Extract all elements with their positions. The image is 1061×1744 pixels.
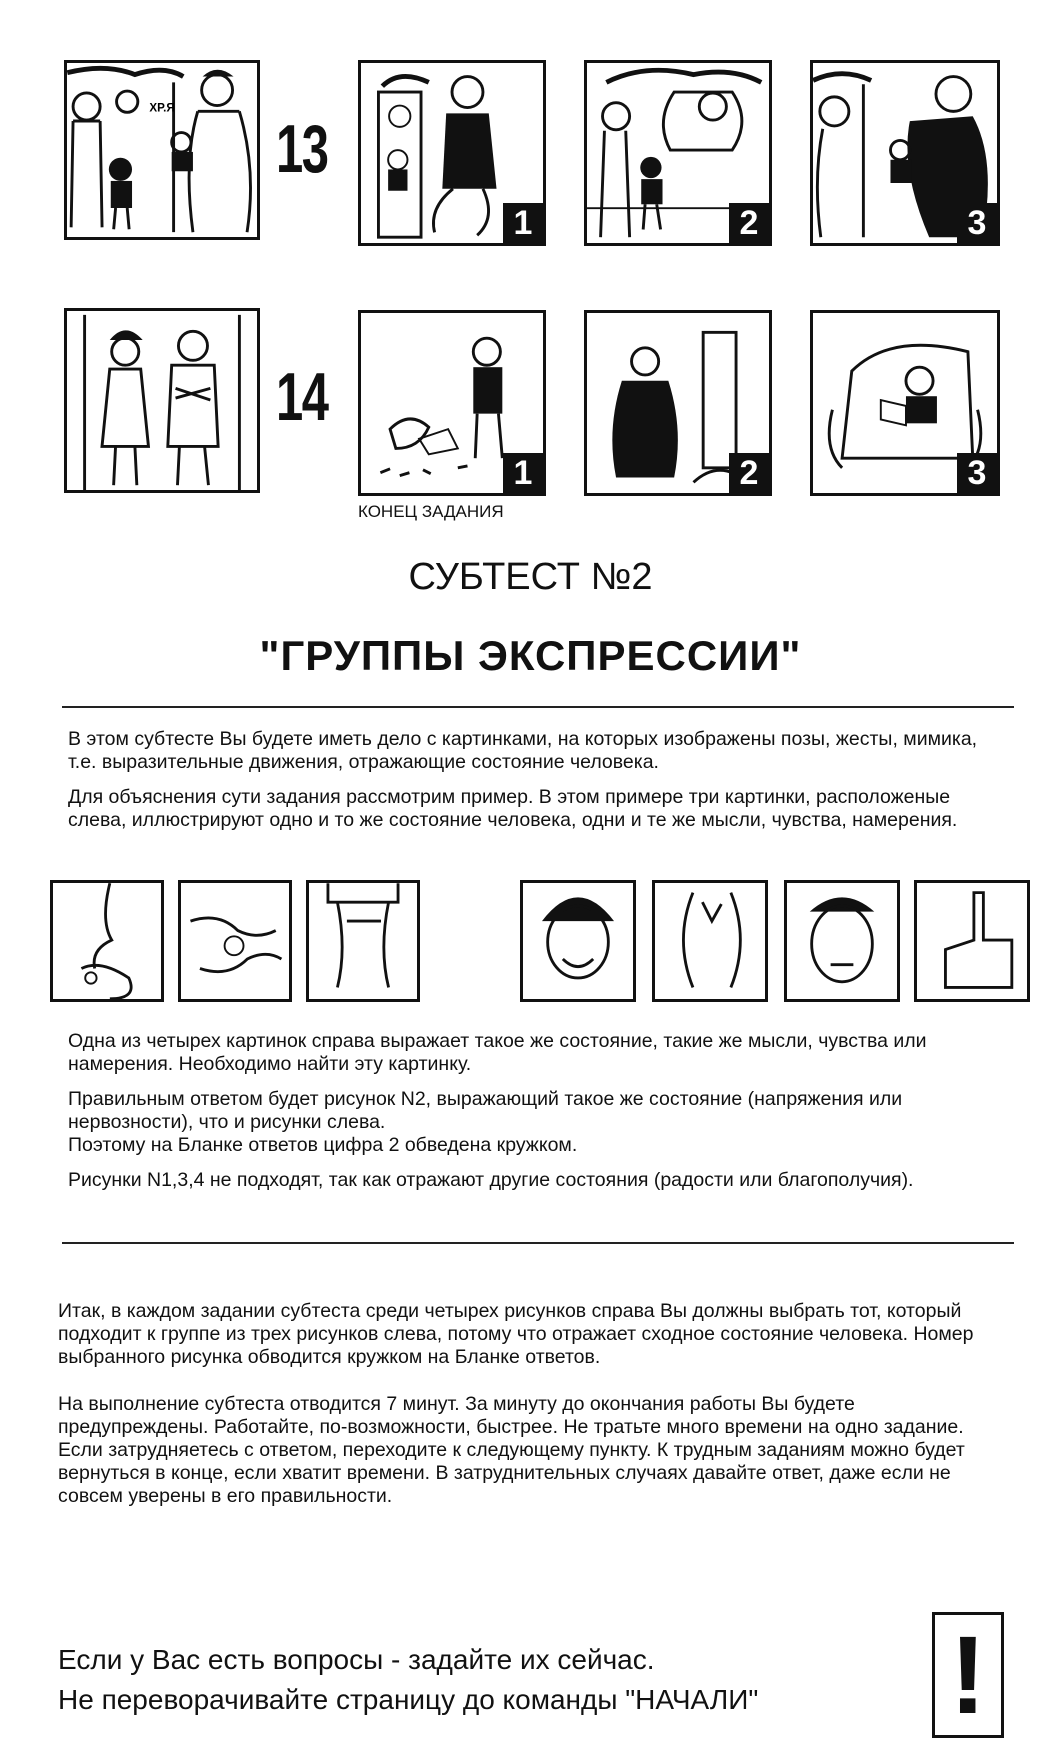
footer-line-2: Не переворачивайте страницу до команды "НАЧАЛИ" (58, 1684, 759, 1715)
example-left-1 (50, 880, 164, 1002)
bottom-divider (62, 1242, 1014, 1244)
task13-option-3-badge: 3 (957, 203, 997, 243)
example-right-4 (914, 880, 1030, 1002)
task13-option-1-badge: 1 (503, 203, 543, 243)
head-scratching-illustration (655, 883, 765, 999)
laughing-woman-illustration (523, 883, 633, 999)
task14-example-image (64, 308, 260, 493)
example-right-2 (652, 880, 768, 1002)
task14-option-1 (358, 310, 546, 496)
subtest-title: СУБТЕСТ №2 (408, 556, 653, 598)
task14-option-3 (810, 310, 1000, 496)
explain-paragraph-1: Одна из четырех картинок справа выражает такое же состояние, такие же мысли, чувства или намерения. Необходимо найти эту картинку. (68, 1030, 927, 1075)
task13-example-image (64, 60, 260, 240)
task13-number: 13 (276, 111, 328, 187)
top-divider (62, 706, 1014, 708)
task14-number: 14 (276, 359, 328, 435)
explain-paragraph-2: Правильным ответом будет рисунок N2, выражающий такое же состояние (напряжения или нервозности), что и рисунки слева. (68, 1088, 903, 1133)
example-explanation (68, 1030, 1008, 1192)
fidgeting-hands-illustration (181, 883, 289, 999)
svg-text:ХР.Я: ХР.Я (149, 101, 175, 115)
example-left-2 (178, 880, 292, 1002)
intro-text (68, 728, 1008, 832)
task13-option-3 (810, 60, 1000, 246)
task14-option-3-badge: 3 (957, 453, 997, 493)
instructions-paragraph-1: Итак, в каждом задании субтеста среди четырех рисунков справа Вы должны выбрать тот, который подходит к группе из трех рисунков слева, потому что отражает сходное состояние человека. Номер выбранного рисунка обводится кружком на Бланке ответов. (58, 1300, 974, 1368)
intro-paragraph-1: В этом субтесте Вы будете иметь дело с картинками, на которых изображены позы, жесты, мимика, т.е. выразительные движения, отражающие состояние человека. (68, 728, 978, 773)
task13-option-2 (584, 60, 772, 246)
task14-option-1-badge: 1 (503, 453, 543, 493)
nail-biting-illustration (53, 883, 161, 999)
explain-paragraph-3: Поэтому на Бланке ответов цифра 2 обведена кружком. (68, 1134, 578, 1156)
task14-option-2-badge: 2 (729, 453, 769, 493)
crossed-legs-illustration (309, 883, 417, 999)
subtest-name: "ГРУППЫ ЭКСПРЕССИИ" (259, 632, 802, 679)
task13-option-2-badge: 2 (729, 203, 769, 243)
exclamation-box (932, 1612, 1004, 1738)
footer-text (58, 1640, 918, 1720)
end-of-task-label: КОНЕЦ ЗАДАНИЯ (358, 502, 504, 521)
instructions-text (58, 1300, 1008, 1508)
intro-paragraph-2: Для объяснения сути задания рассмотрим пример. В этом примере три картинки, расположеные слева, иллюстрируют одно и то же состояние человека, одни и те же мысли, чувства, намерения. (68, 786, 958, 831)
thumbs-up-illustration (917, 883, 1027, 999)
exclamation-mark: ! (949, 1614, 987, 1737)
task13-option-1 (358, 60, 546, 246)
instructions-paragraph-2: На выполнение субтеста отводится 7 минут. За минуту до окончания работы Вы будете предупреждены. Работайте, по-возможности, быстрее. Не тратьте много времени на одно задание. Если затрудняетесь с ответом, переходите к следующему пункту. К трудным заданиям можно будет вернуться в конце, если хватит времени. В затруднительных случаях давайте ответ, даже если не совсем уверены в его правильности. (58, 1393, 965, 1507)
footer-line-1: Если у Вас есть вопросы - задайте их сейчас. (58, 1644, 655, 1675)
explain-paragraph-4: Рисунки N1,3,4 не подходят, так как отражают другие состояния (радости или благополучия). (68, 1169, 914, 1191)
example-left-3 (306, 880, 420, 1002)
example-right-1 (520, 880, 636, 1002)
couple-doorway-illustration (67, 311, 257, 490)
family-scene-illustration (67, 63, 257, 237)
task14-option-2 (584, 310, 772, 496)
calm-man-face-illustration (787, 883, 897, 999)
example-right-3 (784, 880, 900, 1002)
